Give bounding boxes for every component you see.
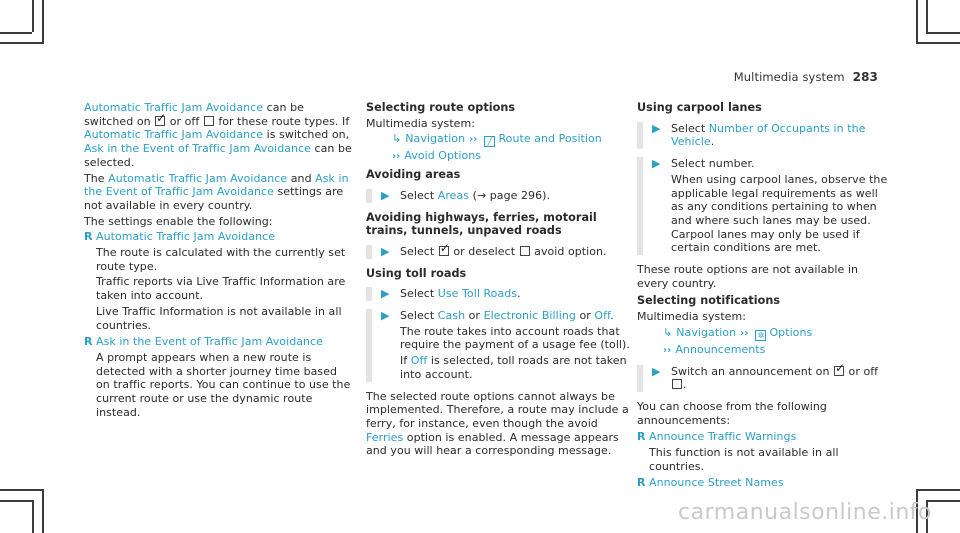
checkbox-unchecked-icon [520, 246, 530, 256]
crop-mark [926, 32, 960, 34]
return-arrow-icon: ↳ [663, 325, 673, 339]
section-heading: Selecting notifications [637, 294, 781, 308]
section-heading: Selecting route options [366, 101, 516, 114]
step-arrow-icon: ▶ [381, 309, 390, 323]
bullet-icon: R [84, 230, 93, 244]
crop-mark [916, 0, 918, 44]
menu-avoid-options[interactable]: Avoid Options [404, 149, 482, 163]
instruction-step: ▶ Select Areas (→ page 296). [366, 189, 630, 203]
link-automatic-traffic-jam-avoidance[interactable]: Automatic Traffic Jam Avoidance [84, 128, 264, 142]
link-automatic-traffic-jam-avoidance[interactable]: Automatic Traffic Jam Avoidance [84, 101, 264, 114]
checkbox-unchecked-icon [204, 116, 214, 126]
link-cash[interactable]: Cash [437, 309, 466, 323]
column-right: Using carpool lanes ▶ Select Number of Occupants in the Vehicle. ▶ Select number. When using carpool lanes, observe the applicable legal requirements as well as any conditions pertaining to when and where such lanes may be used. Carpool lanes may only be used if certain conditions are met. These route options are not available in every country. Selecting notifications Multimedia system: ↳ Navigation ›› ✲ Options ›› Announcements ▶ Switch an announcement on ✓ or off . You can choose from the following announcements: R Announce Traffic Warnings This function is not available in all countries. R Announce Street Names [637, 101, 892, 492]
menu-options[interactable]: Options [769, 325, 813, 339]
menu-path [366, 149, 630, 164]
step-arrow-icon: ▶ [381, 244, 390, 258]
step-arrow-icon: ▶ [652, 364, 661, 378]
step-arrow-icon: ▶ [381, 287, 390, 301]
link-use-toll-roads[interactable]: Use Toll Roads [437, 287, 518, 301]
crop-mark [42, 0, 44, 44]
bullet-icon: R [637, 476, 646, 490]
chevron-right-icon: ›› [392, 151, 401, 163]
section-heading: Avoiding areas [366, 168, 461, 182]
instruction-step: ▶ Select Cash or Electronic Billing or Off. The route takes into account roads that require the payment of a usage fee (toll). If Off is selected, toll roads are not taken into account. [366, 309, 630, 382]
crop-mark [32, 0, 34, 32]
menu-navigation[interactable]: Navigation [405, 132, 466, 146]
checkbox-checked-icon [439, 246, 449, 256]
link-automatic-traffic-jam-avoidance[interactable]: Automatic Traffic Jam Avoidance [108, 171, 288, 185]
paragraph: These route options are not available in every country. [637, 263, 858, 290]
instruction-step: ▶ Select ✓ or deselect avoid option. [366, 245, 630, 259]
crop-mark [916, 42, 960, 44]
crop-mark [0, 42, 44, 44]
bullet-title[interactable]: Announce Traffic Warnings [649, 430, 797, 444]
menu-path [637, 326, 892, 341]
link-ask-traffic-jam-avoidance[interactable]: Ask in the Event of Traffic Jam Avoidance [84, 171, 349, 199]
crop-mark [0, 500, 32, 502]
menu-announcements[interactable]: Announcements [675, 342, 766, 356]
bullet-title[interactable]: Ask in the Event of Traffic Jam Avoidance [96, 335, 323, 349]
paragraph: The Automatic Traffic Jam Avoidance and Ask in the Event of Traffic Jam Avoidance settings are not available in every country. [84, 171, 349, 212]
crop-mark [42, 489, 44, 533]
link-off[interactable]: Off [410, 354, 428, 368]
instruction-step: ▶ Switch an announcement on ✓ or off . [637, 365, 892, 392]
instruction-step: ▶ Select number. When using carpool lanes, observe the applicable legal requirements as well as any conditions pertaining to when and where such lanes may be used. Carpool lanes may only be used if certain conditions are met. [637, 157, 892, 255]
section-heading: Using toll roads [366, 266, 467, 280]
link-electronic-billing[interactable]: Electronic Billing [483, 309, 576, 323]
gear-icon: ✲ [755, 330, 766, 341]
watermark: carmanualsonline.info [678, 500, 932, 525]
crop-mark [32, 500, 34, 533]
bullet-icon: R [637, 430, 646, 444]
column-middle: Selecting route options Multimedia system: ↳ Navigation ›› ╱ Route and Position ›› Avoid Options Avoiding areas ▶ Select Areas (→ page 296). Avoiding highways, ferries, motorail trains, tunnels, unpaved roads ▶ Select ✓ or deselect avoid option. Using toll roads ▶ Select Use Toll Roads. ▶ Select Cash or Electronic Billing or Off. The route takes into account roads that require the payment of a usage fee (toll). If Off is selected, toll roads are not taken into account. The selected route options cannot always be implemented. Therefore, a route may include a ferry, for instance, even though the avoid Ferries option is enabled. A message appears and you will hear a corresponding message. [366, 101, 630, 460]
menu-navigation[interactable]: Navigation [676, 325, 737, 339]
instruction-step: ▶ Select Use Toll Roads. [366, 287, 630, 301]
step-arrow-icon: ▶ [652, 121, 661, 135]
menu-path [366, 132, 630, 147]
paragraph: You can choose from the following announcements: [637, 399, 827, 427]
link-ask-traffic-jam-avoidance[interactable]: Ask in the Event of Traffic Jam Avoidance [84, 142, 311, 156]
section-heading: Using carpool lanes [637, 101, 762, 114]
link-ferries[interactable]: Ferries [366, 430, 404, 444]
instruction-step: ▶ Select Number of Occupants in the Vehicle. [637, 122, 892, 149]
route-icon: ╱ [484, 136, 495, 147]
paragraph: The settings enable the following: [84, 214, 273, 228]
crop-mark [926, 0, 928, 32]
paragraph: Automatic Traffic Jam Avoidance can be switched on ✓ or off for these route types. If Automatic Traffic Jam Avoidance is switched on, Ask in the Event of Traffic Jam Avoidance can be selected. [84, 101, 354, 170]
crop-mark [0, 489, 44, 491]
chevron-right-icon: ›› [740, 327, 749, 339]
step-arrow-icon: ▶ [652, 157, 661, 171]
bullet-icon: R [84, 335, 93, 349]
chevron-right-icon: ›› [469, 134, 478, 146]
checkbox-checked-icon [834, 366, 844, 376]
bullet-title[interactable]: Announce Street Names [649, 476, 784, 490]
list-item: R Automatic Traffic Jam Avoidance The route is calculated with the currently set route type. Traffic reports via Live Traffic Information are taken into account. Live Traffic Information is not available in all countries. [84, 230, 354, 332]
page-header [734, 70, 878, 84]
step-arrow-icon: ▶ [381, 188, 390, 202]
checkbox-checked-icon [155, 116, 165, 126]
list-item: R Announce Traffic Warnings This function is not available in all countries. [637, 430, 892, 473]
link-number-of-occupants[interactable]: Number of Occupants in the Vehicle [671, 121, 866, 149]
crop-mark [916, 489, 960, 491]
menu-path [637, 343, 892, 358]
list-item: R Ask in the Event of Traffic Jam Avoidance A prompt appears when a new route is detected with a shorter journey time based on traffic reports. You can continue to use the current route or use the dynamic route instead. [84, 335, 354, 419]
bullet-title[interactable]: Automatic Traffic Jam Avoidance [96, 230, 276, 244]
menu-route-and-position[interactable]: Route and Position [498, 132, 602, 146]
return-arrow-icon: ↳ [392, 132, 402, 146]
paragraph: The selected route options cannot always be implemented. Therefore, a route may include a ferry, for instance, even though the avoid Ferries option is enabled. A message appears and you will hear a corresponding message. [366, 389, 629, 458]
link-areas[interactable]: Areas [437, 188, 470, 202]
chevron-right-icon: ›› [663, 344, 672, 356]
page-number: 283 [852, 70, 878, 84]
section-title: Multimedia system [733, 70, 845, 84]
checkbox-unchecked-icon [672, 379, 682, 389]
column-left [84, 101, 354, 421]
link-off[interactable]: Off [594, 309, 611, 323]
crop-mark [0, 32, 32, 34]
section-heading: Avoiding highways, ferries, motorail trains, tunnels, unpaved roads [366, 210, 597, 238]
list-item [637, 476, 892, 490]
